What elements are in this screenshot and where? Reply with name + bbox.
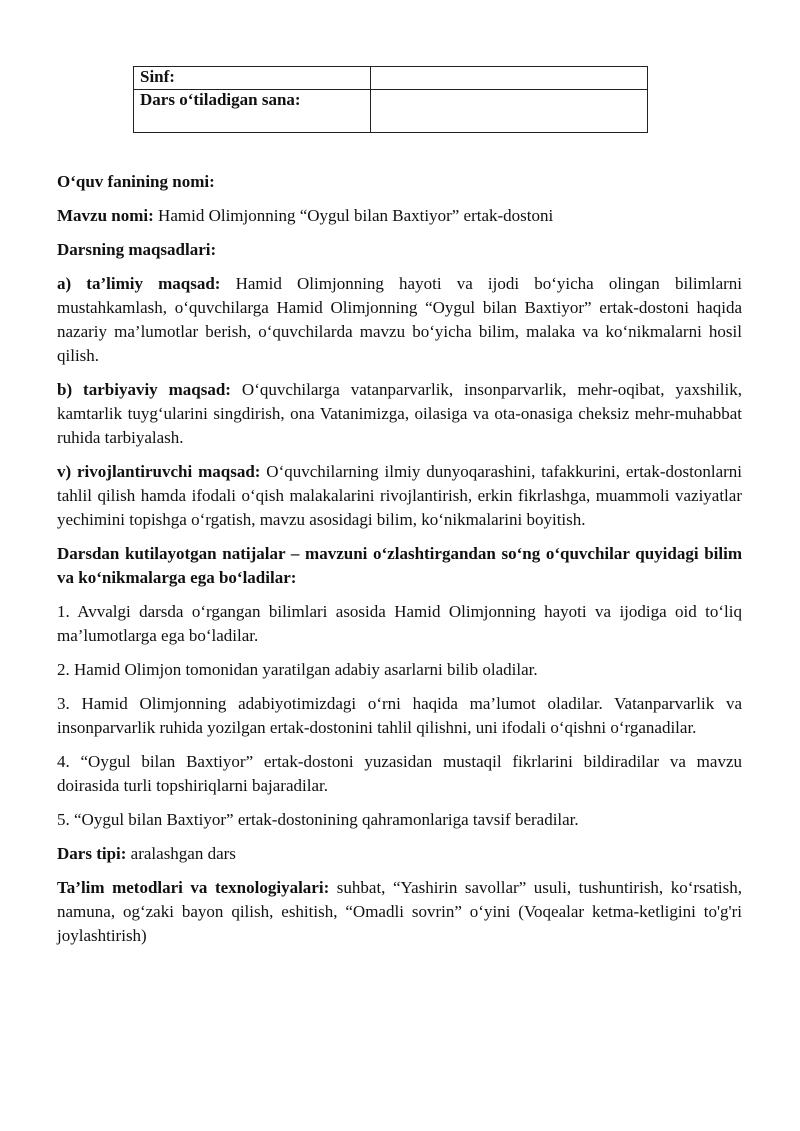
methods-line (57, 876, 742, 948)
lesson-type-label: Dars tipi: (57, 844, 127, 863)
goal-educational (57, 272, 742, 368)
lesson-type-value: aralashgan dars (130, 844, 236, 863)
lesson-date-value (371, 90, 648, 133)
lesson-plan-body (57, 170, 742, 958)
subject-line (57, 170, 742, 194)
lesson-date-label: Dars o‘tiladigan sana: (134, 90, 371, 133)
result-item: 3. Hamid Olimjonning adabiyotimizdagi o‘rni haqida ma’lumot oladilar. Vatanparvarlik va insonparvarlik ruhida yozilgan ertak-dostonini tahlil qilishni, uni ifodali o‘qishni o‘rganadilar. (57, 694, 742, 737)
class-value (371, 67, 648, 90)
methods-label: Ta’lim metodlari va texnologiyalari: (57, 878, 330, 897)
goal-label: v) rivojlantiruvchi maqsad: (57, 462, 261, 481)
results-heading: Darsdan kutilayotgan natijalar – mavzuni o‘zlashtirgandan so‘ng o‘quvchilar quyidagi bilim va ko‘nikmalarga ega bo‘ladilar: (57, 544, 742, 587)
lesson-info-table (133, 66, 648, 133)
goal-text: Hamid Olimjonning hayoti va ijodi bo‘yicha olingan bilimlarni mustahkamlash, o‘quvchilarga Hamid Olimjonning “Oygul bilan Baxtiyor” ertak-dostoni haqida nazariy ma’lumotlar berish, o‘quvchilarda mavzu bo‘yicha bilim, malaka va ko‘nikmalarni hosil qilish. (57, 274, 742, 365)
goal-developmental (57, 460, 742, 532)
goals-heading: Darsning maqsadlari: (57, 240, 217, 259)
result-item: 4. “Oygul bilan Baxtiyor” ertak-dostoni yuzasidan mustaqil fikrlarini bildiradilar va mavzu doirasida turli topshiriqlarni bajaradilar. (57, 752, 742, 795)
lesson-date-row (134, 90, 648, 133)
subject-label: O‘quv fanining nomi: (57, 172, 215, 191)
result-item: 5. “Oygul bilan Baxtiyor” ertak-dostonining qahramonlariga tavsif beradilar. (57, 810, 579, 829)
topic-label: Mavzu nomi: (57, 206, 154, 225)
goal-label: b) tarbiyaviy maqsad: (57, 380, 231, 399)
goal-text: O‘quvchilarning ilmiy dunyoqarashini, tafakkurini, ertak-dostonlarni tahlil qilish hamda ifodali o‘qish malakalarini rivojlantirish, erkin fikrlashga, muammoli vaziyatlar yechimini topishga o‘rgatish, mavzu asosidagi bilim, ko‘nikmalarini boyitish. (57, 462, 742, 529)
result-item: 1. Avvalgi darsda o‘rgangan bilimlari asosida Hamid Olimjonning hayoti va ijodiga oid to‘liq ma’lumotlarga ega bo‘ladilar. (57, 602, 742, 645)
lesson-type-line (57, 842, 742, 866)
goal-label: a) ta’limiy maqsad: (57, 274, 221, 293)
result-item: 2. Hamid Olimjon tomonidan yaratilgan adabiy asarlarni bilib oladilar. (57, 660, 538, 679)
class-row (134, 67, 648, 90)
topic-line (57, 204, 742, 228)
methods-value: suhbat, “Yashirin savollar” usuli, tushuntirish, ko‘rsatish, namuna, og‘zaki bayon qilish, eshitish, “Omadli sovrin” o‘yini (Voqealar ketma-ketligini to'g'ri joylashtirish) (57, 878, 743, 945)
topic-value: Hamid Olimjonning “Oygul bilan Baxtiyor” ertak-dostoni (158, 206, 554, 225)
goal-text: O‘quvchilarga vatanparvarlik, insonparvarlik, mehr-oqibat, yaxshilik, kamtarlik tuyg‘ularini singdirish, ona Vatanimizga, oilasiga va ota-onasiga cheksiz mehr-muhabbat ruhida tarbiyalash. (57, 380, 743, 447)
class-label: Sinf: (134, 67, 371, 90)
goal-upbringing (57, 378, 742, 450)
